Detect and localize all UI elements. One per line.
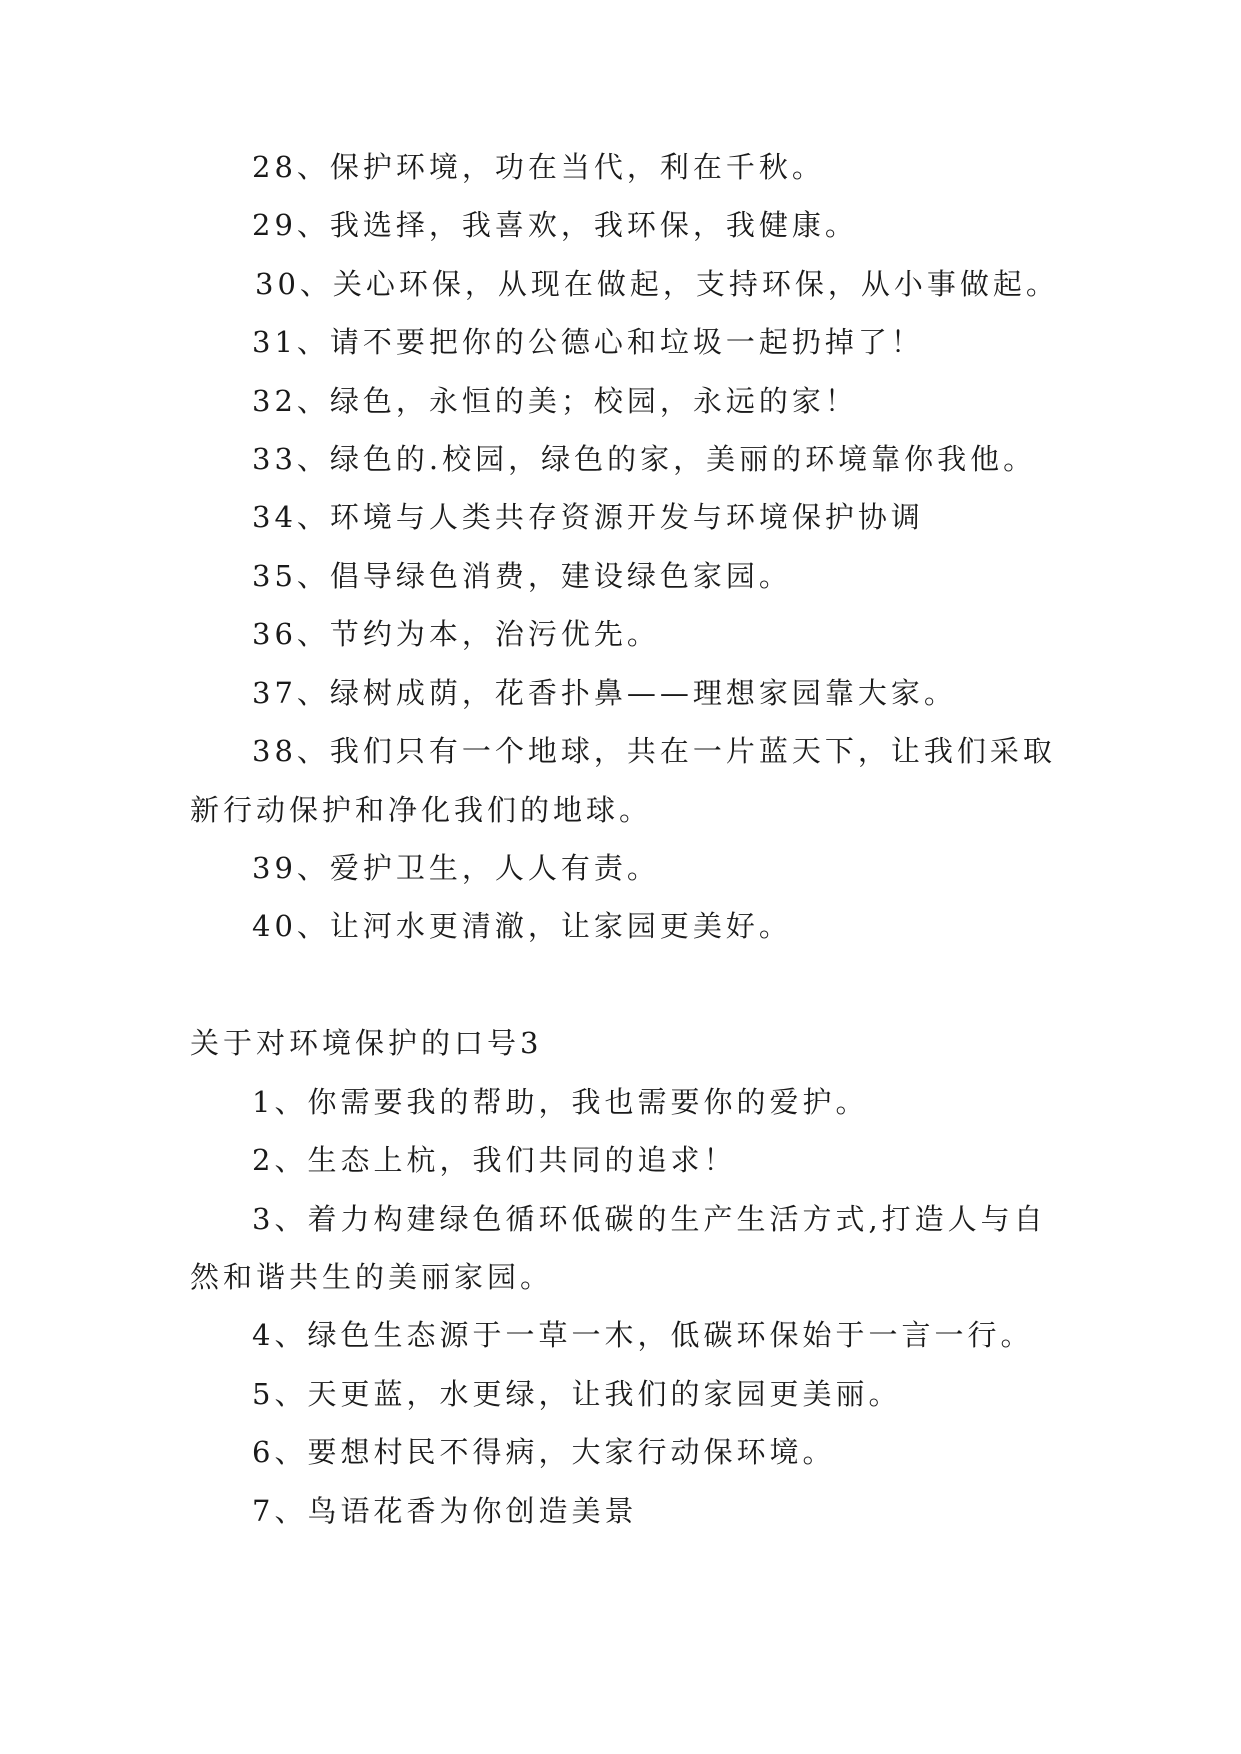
slogan-33: 33、绿色的.校园，绿色的家，美丽的环境靠你我他。 (252, 442, 1037, 476)
slogan-28: 28、保护环境，功在当代，利在千秋。 (252, 150, 825, 184)
section3-item-4: 4、绿色生态源于一草一木，低碳环保始于一言一行。 (252, 1318, 1034, 1352)
section3-item-3-continued: 然和谐共生的美丽家园。 (190, 1260, 554, 1294)
section3-item-7: 7、鸟语花香为你创造美景 (252, 1494, 638, 1528)
slogan-40: 40、让河水更清澈，让家园更美好。 (252, 909, 792, 943)
slogan-35: 35、倡导绿色消费，建设绿色家园。 (252, 559, 792, 593)
slogan-30: 30、关心环保，从现在做起，支持环保，从小事做起。 (255, 267, 1059, 301)
slogan-34: 34、环境与人类共存资源开发与环境保护协调 (252, 500, 924, 534)
slogan-32: 32、绿色，永恒的美；校园，永远的家！ (252, 384, 858, 418)
slogan-38-continued: 新行动保护和净化我们的地球。 (190, 793, 653, 827)
slogan-37: 37、绿树成荫，花香扑鼻——理想家园靠大家。 (252, 676, 957, 710)
slogan-31: 31、请不要把你的公德心和垃圾一起扔掉了！ (252, 325, 924, 359)
slogan-38: 38、我们只有一个地球，共在一片蓝天下，让我们采取 (252, 734, 1056, 768)
section3-item-3: 3、着力构建绿色循环低碳的生产生活方式,打造人与自 (252, 1202, 1047, 1236)
slogan-39: 39、爱护卫生，人人有责。 (252, 851, 660, 885)
section-title: 关于对环境保护的口号3 (190, 1026, 543, 1060)
slogan-36: 36、节约为本，治污优先。 (252, 617, 660, 651)
section3-item-6: 6、要想村民不得病，大家行动保环境。 (252, 1435, 836, 1469)
section3-item-5: 5、天更蓝，水更绿，让我们的家园更美丽。 (252, 1377, 902, 1411)
section3-item-2: 2、生态上杭，我们共同的追求！ (252, 1143, 737, 1177)
section3-item-1: 1、你需要我的帮助，我也需要你的爱护。 (252, 1085, 869, 1119)
slogan-29: 29、我选择，我喜欢，我环保，我健康。 (252, 208, 858, 242)
